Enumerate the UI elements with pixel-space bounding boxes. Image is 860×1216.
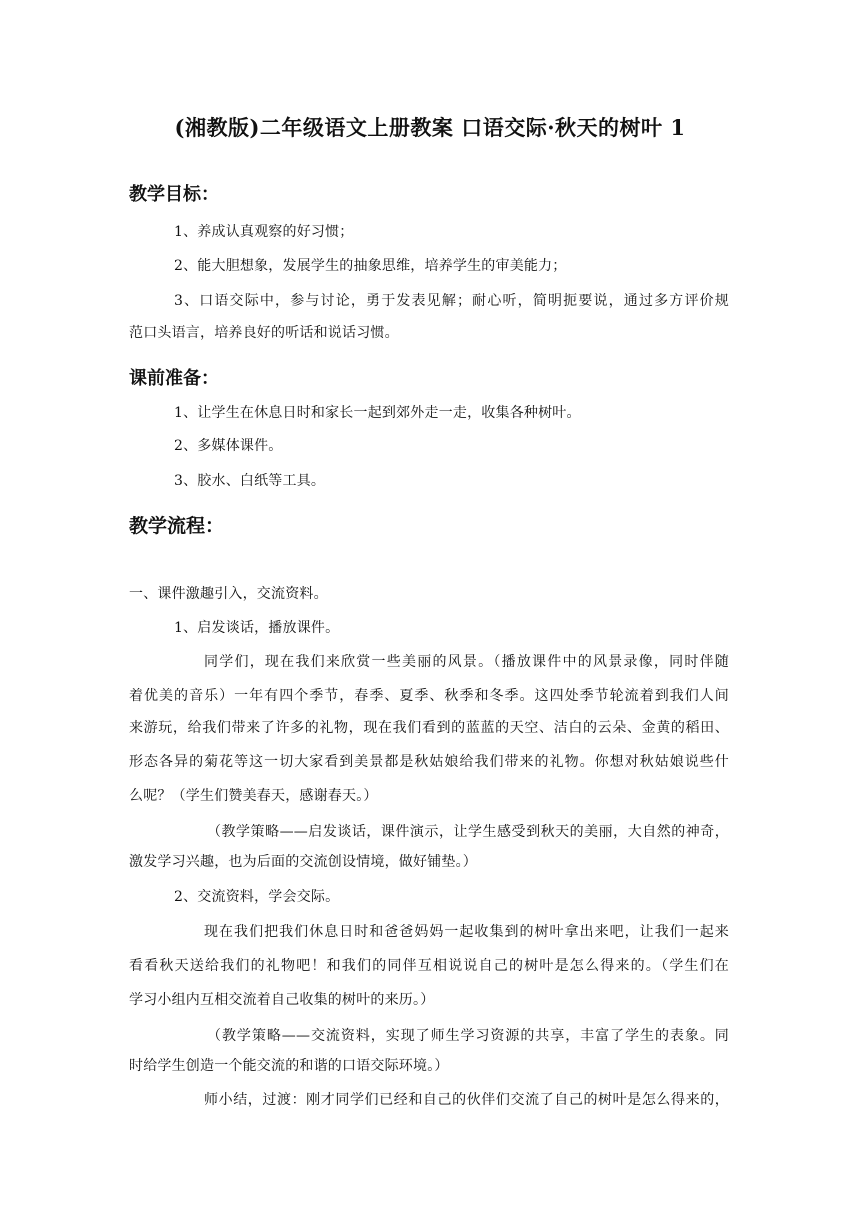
objective-line-1: 1、养成认真观察的好习惯； bbox=[174, 224, 354, 240]
process-line-1: 一、课件激趣引入，交流资料。 bbox=[129, 586, 328, 602]
process-line-11: 现在我们把我们休息日时和爸爸妈妈一起收集到的树叶拿出来吧，让我们一起来 bbox=[204, 924, 729, 940]
objective-line-3: 3、口语交际中，参与讨论，勇于发表见解；耐心听，简明扼要说，通过多方评价规 bbox=[174, 293, 729, 309]
process-line-14: （教学策略——交流资料，实现了师生学习资源的共享，丰富了学生的表象。同 bbox=[207, 1028, 729, 1044]
process-line-13: 学习小组内互相交流着自己收集的树叶的来历。） bbox=[129, 992, 435, 1008]
preparation-line-2: 2、多媒体课件。 bbox=[174, 438, 283, 454]
process-line-8: （教学策略——启发谈话，课件演示，让学生感受到秋天的美丽，大自然的神奇， bbox=[207, 824, 729, 840]
process-line-3: 同学们，现在我们来欣赏一些美丽的风景。（播放课件中的风景录像，同时伴随 bbox=[204, 654, 729, 670]
objective-line-2: 2、能大胆想象，发展学生的抽象思维，培养学生的审美能力； bbox=[174, 258, 567, 274]
heading-preparation: 课前准备： bbox=[129, 368, 219, 389]
document-title: (湘教版)二年级语文上册教案 口语交际·秋天的树叶 1 bbox=[174, 115, 686, 140]
process-line-4: 着优美的音乐）一年有四个季节，春季、夏季、秋季和冬季。这四处季节轮流着到我们人间 bbox=[129, 688, 729, 704]
process-line-12: 看看秋天送给我们的礼物吧！和我们的同伴互相说说自己的树叶是怎么得来的。（学生们在 bbox=[129, 958, 729, 974]
process-line-2: 1、启发谈话，播放课件。 bbox=[174, 620, 340, 636]
process-line-6: 形态各异的菊花等这一切大家看到美景都是秋姑娘给我们带来的礼物。你想对秋姑娘说些什 bbox=[129, 754, 729, 770]
process-line-15: 时给学生创造一个能交流的和谐的口语交际环境。） bbox=[129, 1058, 449, 1074]
preparation-line-3: 3、胶水、白纸等工具。 bbox=[174, 473, 326, 489]
objective-line-4: 范口头语言，培养良好的听话和说话习惯。 bbox=[129, 325, 399, 341]
process-line-16: 师小结，过渡：刚才同学们已经和自己的伙伴们交流了自己的树叶是怎么得来的， bbox=[204, 1092, 729, 1108]
process-line-5: 来游玩，给我们带来了许多的礼物，现在我们看到的蓝蓝的天空、洁白的云朵、金黄的稻田、 bbox=[129, 720, 729, 736]
heading-objectives: 教学目标： bbox=[129, 184, 219, 205]
preparation-line-1: 1、让学生在休息日时和家长一起到郊外走一走，收集各种树叶。 bbox=[174, 405, 581, 421]
heading-process: 教学流程： bbox=[129, 515, 225, 537]
process-line-10: 2、交流资料，学会交际。 bbox=[174, 889, 340, 905]
process-line-7: 么呢？（学生们赞美春天，感谢春天。） bbox=[129, 788, 378, 804]
process-line-9: 激发学习兴趣，也为后面的交流创设情境，做好铺垫。） bbox=[129, 854, 477, 870]
